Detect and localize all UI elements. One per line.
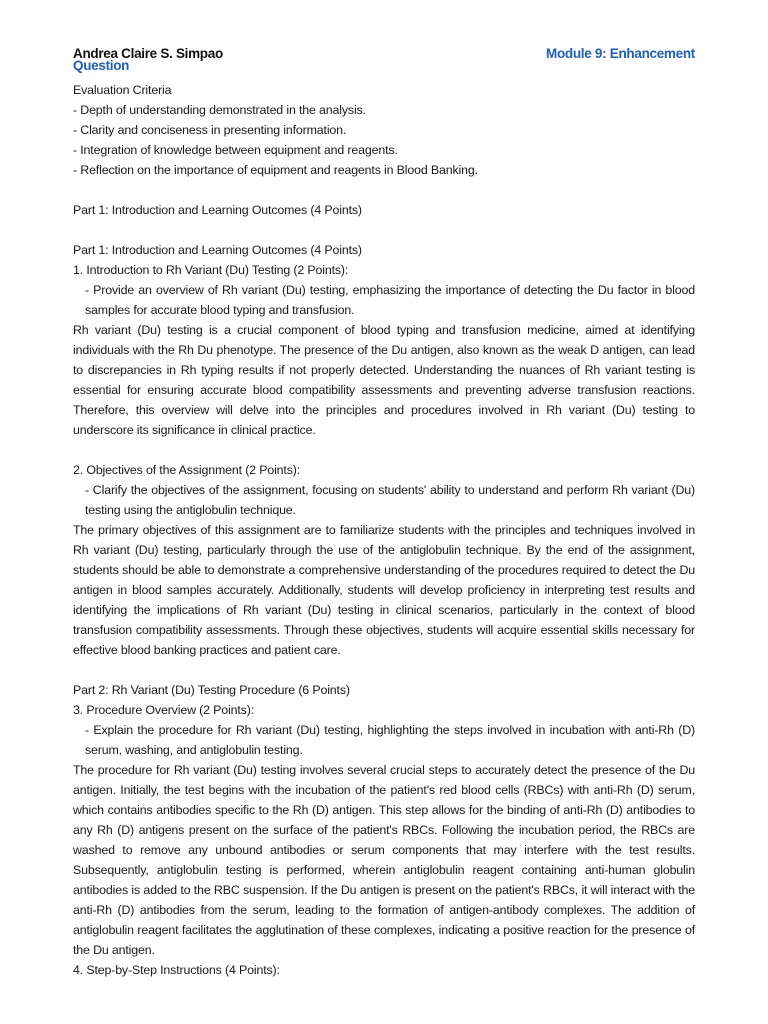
part1-heading: Part 1: Introduction and Learning Outcomes (4 Points) bbox=[73, 203, 362, 217]
section1-prompt: - Provide an overview of Rh variant (Du) testing, emphasizing the importance of detecting the Du factor in blood samples for accurate blood typing and transfusion. bbox=[85, 283, 695, 317]
criteria-item: - Reflection on the importance of equipment and reagents in Blood Banking. bbox=[73, 163, 478, 177]
section2-answer: The primary objectives of this assignment are to familiarize students with the principles and techniques involved in Rh variant (Du) testing, particularly through the use of the antiglobulin technique. By the end of the assignment, students should be able to demonstrate a comprehensive understanding of the procedures required to detect the Du antigen in blood samples accurately. Additionally, students will develop proficiency in interpreting test results and identifying the implications of Rh variant (Du) testing in clinical scenarios, particularly in the context of blood transfusion compatibility assessments. Through these objectives, students will acquire essential skills necessary for effective blood banking practices and patient care. bbox=[73, 523, 695, 657]
criteria-item: - Clarity and conciseness in presenting information. bbox=[73, 123, 347, 137]
section2-title: 2. Objectives of the Assignment (2 Points): bbox=[73, 463, 301, 477]
page-header bbox=[73, 46, 695, 73]
section3-answer: The procedure for Rh variant (Du) testing involves several crucial steps to accurately detect the presence of the Du antigen. Initially, the test begins with the incubation of the patient's red blood cells (RBCs) with anti-Rh (D) serum, which contains antibodies specific to the Rh (D) antigen. This step allows for the binding of anti-Rh (D) antibodies to any Rh (D) antigens present on the surface of the patient's RBCs. Following the incubation period, the RBCs are washed to remove any unbound antibodies or serum components that may interfere with the test results. Subsequently, antiglobulin testing is performed, wherein antiglobulin reagent containing anti-human globulin antibodies is added to the RBC suspension. If the Du antigen is present on the patient's RBCs, it will interact with the anti-Rh (D) antibodies from the serum, leading to the formation of antigen-antibody complexes. The addition of antiglobulin reagent facilitates the agglutination of these complexes, indicating a positive reaction for the presence of the Du antigen. bbox=[73, 763, 695, 957]
author-name: Andrea Claire S. Simpao bbox=[73, 46, 223, 61]
section1-title: 1. Introduction to Rh Variant (Du) Testing (2 Points): bbox=[73, 263, 349, 277]
section1-answer: Rh variant (Du) testing is a crucial component of blood typing and transfusion medicine, aimed at identifying individuals with the Rh Du phenotype. The presence of the Du antigen, also known as the weak D antigen, can lead to discrepancies in Rh typing results if not properly detected. Understanding the nuances of Rh variant testing is essential for ensuring accurate blood compatibility assessments and preventing adverse transfusion reactions. Therefore, this overview will delve into the principles and procedures involved in Rh variant (Du) testing to underscore its significance in clinical practice. bbox=[73, 323, 695, 437]
section4-title: 4. Step-by-Step Instructions (4 Points): bbox=[73, 963, 280, 977]
section3-title: 3. Procedure Overview (2 Points): bbox=[73, 703, 254, 717]
criteria-title: Evaluation Criteria bbox=[73, 83, 172, 97]
criteria-item: - Integration of knowledge between equipment and reagents. bbox=[73, 143, 398, 157]
criteria-item: - Depth of understanding demonstrated in the analysis. bbox=[73, 103, 366, 117]
part1-heading-repeat: Part 1: Introduction and Learning Outcomes (4 Points) bbox=[73, 243, 362, 257]
question-label: Question bbox=[73, 58, 130, 73]
module-title: Module 9: Enhancement bbox=[546, 46, 695, 61]
section2-prompt: - Clarify the objectives of the assignment, focusing on students' ability to understand and perform Rh variant (Du) testing using the antiglobulin technique. bbox=[85, 483, 695, 517]
document-body bbox=[73, 80, 695, 980]
part2-heading: Part 2: Rh Variant (Du) Testing Procedure (6 Points) bbox=[73, 683, 350, 697]
section3-prompt: - Explain the procedure for Rh variant (Du) testing, highlighting the steps involved in incubation with anti-Rh (D) serum, washing, and antiglobulin testing. bbox=[85, 723, 695, 757]
